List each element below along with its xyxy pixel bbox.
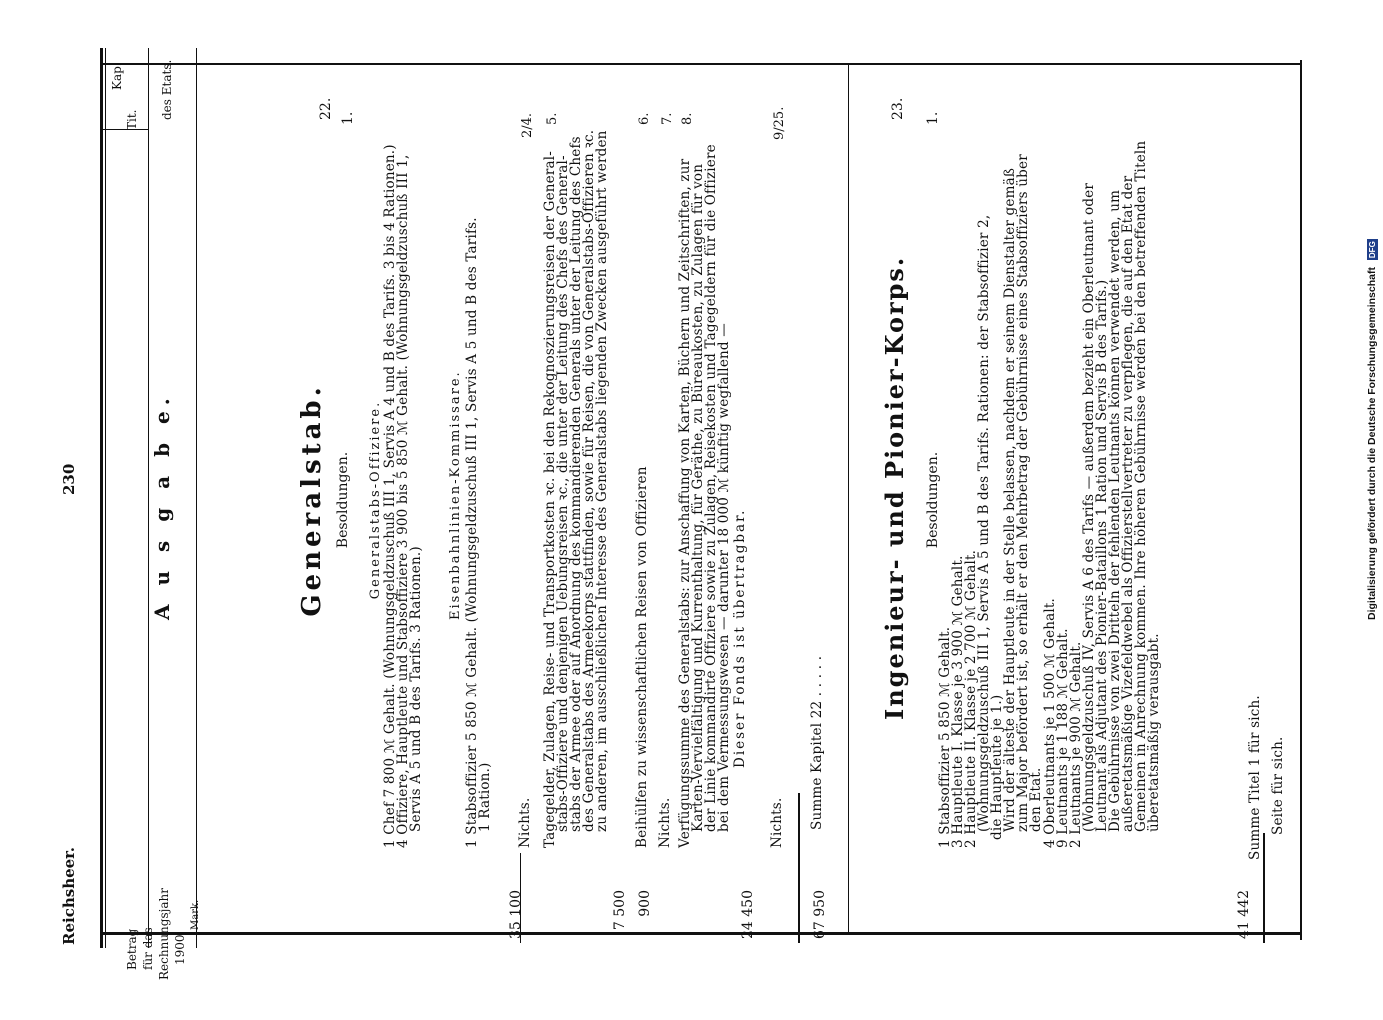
chapter-23-line-3: 2 Hauptleute II. Klasse je 2 700 ℳ Gehalt. xyxy=(963,549,979,848)
chapter-22-subheading: Besoldungen. xyxy=(335,451,351,549)
amount-900: 900 xyxy=(637,890,653,917)
dfg-logo: DFG xyxy=(1368,241,1377,259)
chapter-23-line-1: 1 Stabsoffizier 5 850 ℳ Gehalt. xyxy=(937,626,953,848)
chapter-23-line-4: (Wohnungsgeldzuschuß III 1, Servis A 5 und B des Tarifs. Rationen: der Stabsoffizier 2, xyxy=(976,214,992,832)
page-number: 230 xyxy=(60,463,78,495)
tit-22-6-text: Beihülfen zu wissenschaftlichen Reisen von Offizieren xyxy=(634,466,650,848)
main-title: A u s g a b e. xyxy=(150,392,174,620)
tit-22-5-line-4: des Generalstabs des Armeekorps stattfinden, sowie für Reisen, die von Generalstabs-Offizieren ꝛc. xyxy=(581,129,597,832)
chapter-22-heading: Generalstab. xyxy=(297,383,327,617)
amount-header-line-2: für das xyxy=(141,927,155,970)
tit-22-8-line-3: der Linie kommandirte Offiziere sowie zu Zulagen, Reisekosten und Tagegeldern für die Offiziere xyxy=(703,144,719,832)
tit-22-5-line-2: stabs-Offiziere und denjenigen Uebungsreisen ꝛc., die unter der Leitung des Chefs des General- xyxy=(555,155,571,832)
tit-22-8-line-5: Dieser Fonds ist übertragbar. xyxy=(732,508,748,768)
chapter-23-line-17: überetatsmäßig verausgabt. xyxy=(1146,633,1162,832)
chapter-23-line-6: Wird der älteste der Hauptleute in der Stelle belassen, nachdem er seinem Dienstalter gemäß xyxy=(1002,167,1018,832)
digitization-text xyxy=(1366,12,1383,992)
col-des-etats-header: des Etats. xyxy=(160,59,174,120)
chapter-23-line-15: außeretatsmäßige Vizefeldwebel als Offizierstellvertreter zu verpflegen, die auf den Etat der xyxy=(1120,175,1136,832)
tit-22-1b-line-2: 1 Ration.) xyxy=(477,762,493,832)
tit-22-1-line-2: 4 Offiziere, Hauptleute und Stabsoffiziere 3 900 bis 5 850 ℳ Gehalt. (Wohnungsgeldzuschuß III 1, xyxy=(395,154,411,848)
frame-top-line-2 xyxy=(105,48,106,948)
chapter-23-line-12: (Wohnungsgeldzuschuß IV, Servis A 6 des Tarifs — außerdem bezieht ein Oberleutnant oder xyxy=(1081,182,1097,832)
tit-22-9-25-text: Nichts. xyxy=(769,797,785,848)
tit-22-5-line-5: zu anderen, im ausschließlichen Interesse des Generalstabs liegenden Zwecken ausgeführt werden xyxy=(594,130,610,832)
chapter-23-line-8: den Etat. xyxy=(1028,767,1044,832)
tit-22-6: 6. xyxy=(637,112,652,125)
tit-22-5-line-1: Tagegelder, Zulagen, Reise- und Transportkosten ꝛc. bei den Rekognoszierungsreisen der General- xyxy=(542,150,558,848)
chapter-23-line-2: 3 Hauptleute I. Klasse je 3 900 ℳ Gehalt. xyxy=(950,555,966,848)
tit-22-8: 8. xyxy=(680,112,695,125)
amount-24450: 24 450 xyxy=(740,890,756,939)
chapter-23-sum-title: Summe Titel 1 für sich. xyxy=(1247,695,1263,860)
kap-23: 23. xyxy=(890,97,906,120)
digitization-label: Digitalisierung gefördert durch die Deutsche Forschungsgemeinschaft xyxy=(1366,267,1378,620)
tit-22-7: 7. xyxy=(660,112,675,125)
chapter-22-sum-amount: 67 950 xyxy=(812,890,828,939)
chapter-23-sum-page: Seite für sich. xyxy=(1270,736,1286,835)
col-tit-header: Tit. xyxy=(125,109,139,130)
chapter-23-line-9: 4 Oberleutnants je 1 500 ℳ Gehalt. xyxy=(1042,597,1058,848)
col-sep-desc-amount xyxy=(100,932,1300,935)
digitization-note xyxy=(1366,8,1383,992)
tit-22-9-25: 9/25. xyxy=(772,106,787,140)
amount-7500: 7 500 xyxy=(612,890,628,931)
amount-header-unit: Mark. xyxy=(190,899,201,930)
tit-22-7-text: Nichts. xyxy=(657,797,673,848)
chapter-23-line-10: 9 Leutnants je 1 188 ℳ Gehalt. xyxy=(1055,628,1071,848)
group-generalstabs-offiziere: Generalstabs-Offiziere. xyxy=(368,400,383,600)
tit-22-1-line-3: Servis A 5 und B des Tarifs. 3 Rationen.) xyxy=(408,546,424,832)
chapter-23-amount: 41 442 xyxy=(1236,890,1252,939)
header-left: Reichsheer. xyxy=(60,847,78,945)
chapter-23-line-16: Gemeinen in Anrechnung kommen. Ihre höheren Gebührnisse werden bei den betreffenden Titeln xyxy=(1133,140,1149,832)
chapter-23-line-14: Die Gebührnisse von zwei Dritteln der fehlenden Leutnants können verwendet werden, um xyxy=(1107,189,1123,832)
amount-header-line-1: Betrag xyxy=(125,928,139,970)
amount-header-line-3: Rechnungsjahr xyxy=(157,888,171,980)
frame-top-line xyxy=(100,48,103,948)
tit-22-5: 5. xyxy=(545,112,560,125)
title-sum-rule xyxy=(1263,833,1265,943)
chapter-23-line-13: Leutnant als Adjutant des Pionier-Bataillons 1 Ration und Servis B des Tarifs.) xyxy=(1094,279,1110,832)
group-eisenbahnlinien-kommissare: Eisenbahnlinien-Kommissare. xyxy=(448,370,463,620)
tit-22-5-line-3: stabs der Armee oder auf Anordnung des kommandierenden Generals unter der Leitung des Chefs xyxy=(568,136,584,832)
header-sep-line xyxy=(148,48,149,948)
amount-35100: 35 100 xyxy=(508,890,524,939)
chapter-23-heading: Ingenieur- und Pionier-Korps. xyxy=(880,255,909,720)
col-sep-main xyxy=(100,63,1300,65)
tit-22-8-line-2: Karten-Vervielfältigung und Kurrenthaltung, für Geräthe, zu Büreaukosten, zu Zulagen für von xyxy=(690,163,706,832)
chapter-23-line-5: die Hauptleute je 1.) xyxy=(989,694,1005,840)
col-sep-kap xyxy=(100,129,148,130)
tit-23-1: 1. xyxy=(925,111,941,125)
chapter-23-line-7: zum Major befördert ist, so erhält er den Mehrbetrag der Gebührnisse eines Stabsoffiziers über xyxy=(1015,154,1031,832)
chapter-22-sum-rule xyxy=(798,793,800,943)
tit-22-1b-line-1: 1 Stabsoffizier 5 850 ℳ Gehalt. (Wohnungsgeldzuschuß III 1, Servis A 5 und B des Tarifs. xyxy=(464,217,480,848)
kap-22: 22. xyxy=(318,97,334,120)
tit-22-2-4-text: Nichts. xyxy=(517,797,533,848)
tit-22-1: 1. xyxy=(340,111,356,125)
tit-22-8-line-1: Verfügungssumme des Generalstabs: zur Anschaffung von Karten, Büchern und Zeitschriften, zur xyxy=(677,158,693,848)
col-kap-header: Kap. xyxy=(110,62,124,90)
frame-bottom-line xyxy=(1300,60,1302,940)
tit-22-1-line-1: 1 Chef 7 800 ℳ Gehalt. (Wohnungsgeldzuschuß III 1, Servis A 4 und B des Tarifs. 3 bis 4 Rationen.) xyxy=(382,144,398,848)
chapter-23-subheading: Besoldungen. xyxy=(925,451,941,549)
tit-22-8-line-4: bei dem Vermessungswesen — darunter 18 000 ℳ künftig wegfallend — xyxy=(716,323,732,832)
chapter-separator xyxy=(848,65,849,932)
header-sep-line-2 xyxy=(196,48,197,948)
amount-header-line-4: 1900 xyxy=(173,934,187,965)
chapter-23-line-11: 2 Leutnants je 900 ℳ Gehalt. xyxy=(1068,641,1084,848)
chapter-22-sum-label: Summe Kapitel 22 . . . . . xyxy=(809,655,825,830)
tit-22-2-4: 2/4. xyxy=(520,112,535,138)
